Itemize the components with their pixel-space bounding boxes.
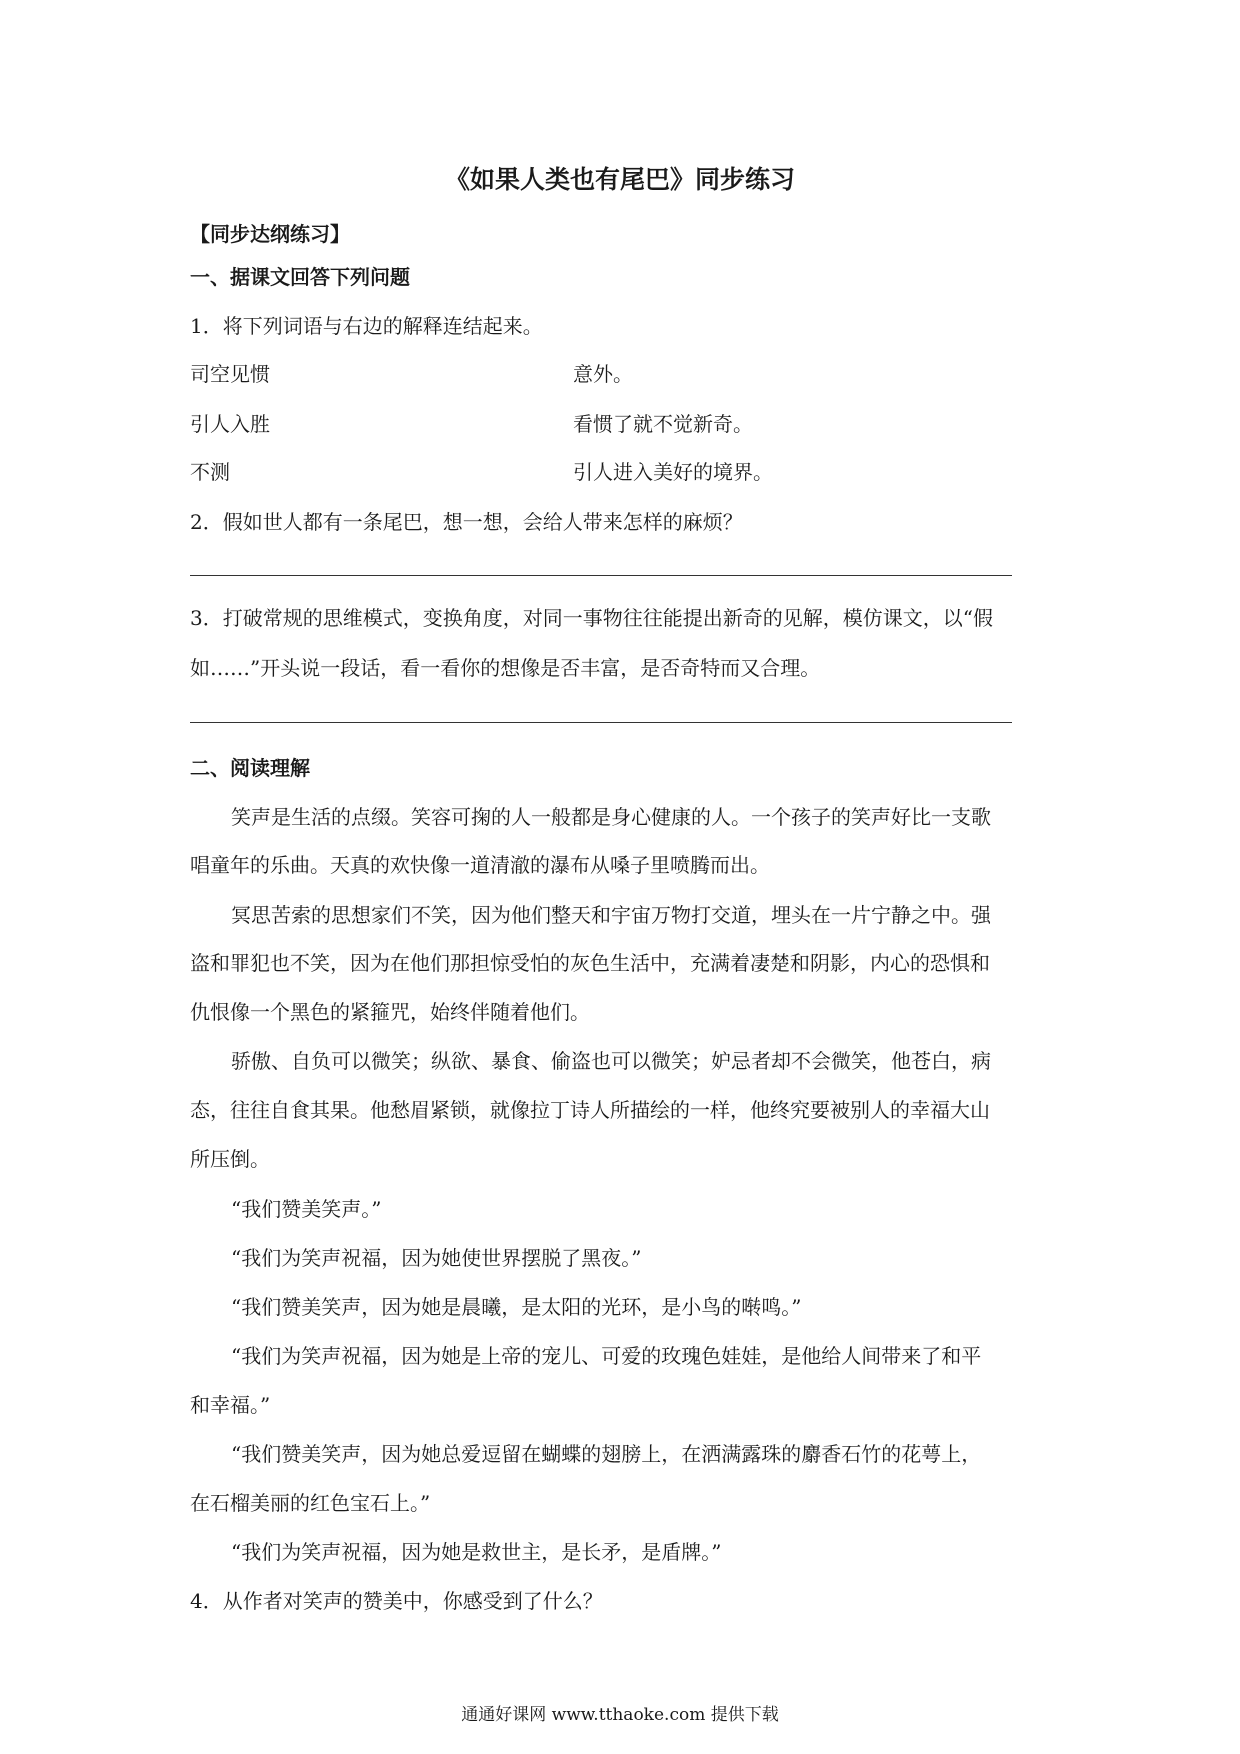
passage-p2-line-1: 冥思苦索的思想家们不笑，因为他们整天和宇宙万物打交道，埋头在一片宁静之中。强 <box>231 903 991 927</box>
q3-line-2: 如……”开头说一段话，看一看你的想像是否丰富，是否奇特而又合理。 <box>190 656 821 680</box>
passage-p1-line-1: 笑声是生活的点缀。笑容可掬的人一般都是身心健康的人。一个孩子的笑声好比一支歌 <box>231 805 991 829</box>
quote-line-6: “我们为笑声祝福，因为她是救世主，是长矛，是盾牌。” <box>231 1540 722 1564</box>
meaning-1: 意外。 <box>573 362 633 386</box>
quote-line-1: “我们赞美笑声。” <box>231 1197 382 1221</box>
quote-line-4a: “我们为笑声祝福，因为她是上帝的宠儿、可爱的玫瑰色娃娃，是他给人间带来了和平 <box>231 1344 982 1368</box>
section-label: 【同步达纲练习】 <box>190 222 350 246</box>
passage-p2-line-2: 盗和罪犯也不笑，因为在他们那担惊受怕的灰色生活中，充满着凄楚和阴影，内心的恐惧和 <box>190 951 990 975</box>
passage-p3-line-1: 骄傲、自负可以微笑；纵欲、暴食、偷盗也可以微笑；妒忌者却不会微笑，他苍白，病 <box>231 1049 991 1073</box>
passage-p2-line-3: 仇恨像一个黑色的紧箍咒，始终伴随着他们。 <box>190 1000 590 1024</box>
document-title: 《如果人类也有尾巴》同步练习 <box>444 165 795 194</box>
passage-p3-line-2: 态，往往自食其果。他愁眉紧锁，就像拉丁诗人所描绘的一样，他终究要被别人的幸福大山 <box>190 1098 990 1122</box>
q3-line-1: 3．打破常规的思维模式，变换角度，对同一事物往往能提出新奇的见解，模仿课文，以“假 <box>190 606 993 630</box>
quote-line-4b: 和幸福。” <box>190 1393 271 1417</box>
q2-prompt: 2．假如世人都有一条尾巴，想一想，会给人带来怎样的麻烦？ <box>190 510 743 534</box>
page-footer: 通通好课网 www.tthaoke.com 提供下载 <box>461 1705 779 1725</box>
q4-prompt: 4．从作者对笑声的赞美中，你感受到了什么？ <box>190 1589 603 1613</box>
answer-line-q2 <box>190 575 1012 576</box>
quote-line-3: “我们赞美笑声，因为她是晨曦，是太阳的光环，是小鸟的啭鸣。” <box>231 1295 802 1319</box>
answer-line-q3 <box>190 722 1012 723</box>
passage-p3-line-3: 所压倒。 <box>190 1147 270 1171</box>
q1-prompt: 1．将下列词语与右边的解释连结起来。 <box>190 314 543 338</box>
part1-heading: 一、据课文回答下列问题 <box>190 265 410 289</box>
meaning-3: 引人进入美好的境界。 <box>573 460 773 484</box>
term-3: 不测 <box>190 460 230 484</box>
part2-heading: 二、阅读理解 <box>190 756 310 780</box>
term-2: 引人入胜 <box>190 412 270 436</box>
quote-line-5a: “我们赞美笑声，因为她总爱逗留在蝴蝶的翅膀上，在洒满露珠的麝香石竹的花萼上， <box>231 1442 982 1466</box>
passage-p1-line-2: 唱童年的乐曲。天真的欢快像一道清澈的瀑布从嗓子里喷腾而出。 <box>190 853 770 877</box>
quote-line-5b: 在石榴美丽的红色宝石上。” <box>190 1491 431 1515</box>
quote-line-2: “我们为笑声祝福，因为她使世界摆脱了黑夜。” <box>231 1246 642 1270</box>
meaning-2: 看惯了就不觉新奇。 <box>573 412 753 436</box>
term-1: 司空见惯 <box>190 362 270 386</box>
